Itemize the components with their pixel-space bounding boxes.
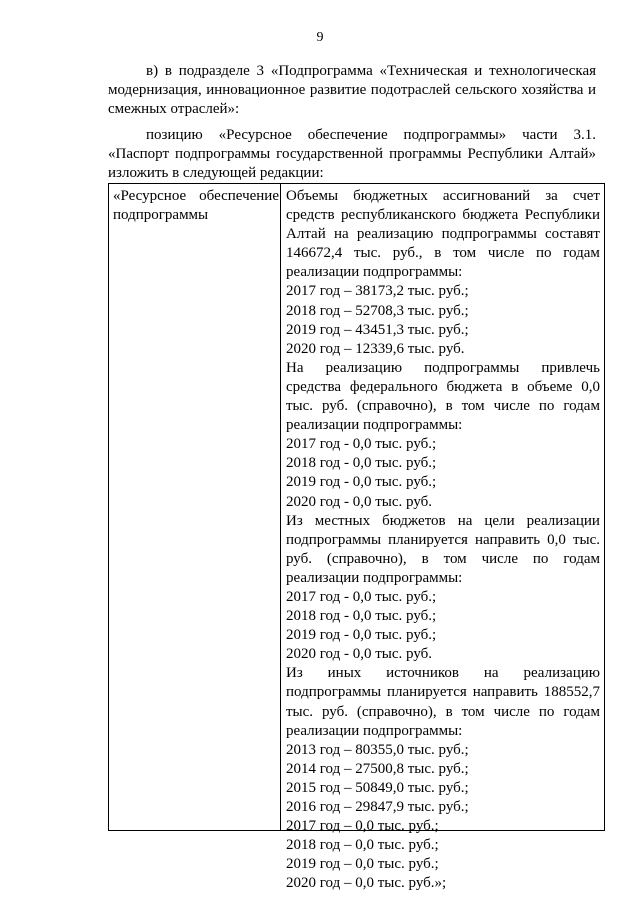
right-cell-line: 2018 год - 0,0 тыс. руб.; <box>286 455 437 472</box>
right-cell-word: по <box>536 245 552 262</box>
right-cell-word: тыс. <box>572 531 600 548</box>
right-cell-word: реализации <box>526 512 600 529</box>
right-cell-word: подпрограммы <box>286 531 382 548</box>
right-cell-word: направить <box>474 531 541 548</box>
right-cell-line: 2019 год – 0,0 тыс. руб.; <box>286 856 439 873</box>
right-cell-word: бюджета <box>446 378 503 395</box>
right-cell-word: в <box>421 550 429 567</box>
resource-table <box>108 183 605 892</box>
right-cell-word: по <box>532 550 549 567</box>
right-cell-word: источников <box>386 665 460 682</box>
right-cell-word: счет <box>572 188 600 204</box>
right-cell-word: в <box>434 245 442 262</box>
right-cell-word: числе <box>493 703 530 720</box>
right-cell-word: подпрограммы <box>441 226 537 243</box>
right-cell-word: том <box>461 398 485 415</box>
right-cell-word: числе <box>493 398 530 415</box>
right-cell-word: направить <box>472 684 538 701</box>
page-number: 9 <box>316 30 324 45</box>
right-cell-line <box>286 703 600 722</box>
right-cell-word: бюджетных <box>353 188 428 204</box>
right-cell-word: местных <box>314 512 371 529</box>
right-cell-word: годам <box>563 550 600 567</box>
right-cell-line <box>286 512 600 531</box>
right-cell-word: по <box>538 398 555 415</box>
right-cell-line: реализации подпрограммы: <box>286 264 463 281</box>
right-cell-line: 2018 год - 0,0 тыс. руб.; <box>286 608 437 625</box>
right-cell-word: На <box>286 359 304 376</box>
right-cell-line: 2017 год – 0,0 тыс. руб.; <box>286 818 439 835</box>
right-cell-line: 2019 год - 0,0 тыс. руб.; <box>286 627 437 644</box>
right-cell-line: 2020 год - 0,0 тыс. руб. <box>286 493 433 510</box>
right-cell-word: реализацию <box>325 359 403 376</box>
right-cell-word: иных <box>327 665 362 682</box>
right-cell-word: Алтай <box>286 226 326 243</box>
right-cell-word: 146672,4 <box>286 245 343 262</box>
right-cell-line: 2020 год – 0,0 тыс. руб.»; <box>286 875 447 892</box>
right-cell-line: 2020 год - 0,0 тыс. руб. <box>286 646 433 663</box>
right-cell-word: тыс. <box>353 245 382 262</box>
right-cell-line: 2020 год – 12339,6 тыс. руб. <box>286 340 465 357</box>
table-column-divider <box>280 184 281 830</box>
right-cell-line <box>286 550 600 569</box>
right-cell-word: годам <box>563 245 600 262</box>
right-cell-word: тыс. <box>286 398 314 415</box>
right-cell-word: составят <box>545 226 600 243</box>
right-cell-word: Из <box>286 665 303 682</box>
right-cell-word: реализацию <box>356 226 434 243</box>
right-cell-word: республиканского <box>340 207 456 224</box>
right-cell-word: средства <box>286 378 342 395</box>
right-cell-word: подпрограммы <box>286 684 382 701</box>
table-left-cell <box>113 187 279 225</box>
right-cell-word: средств <box>286 207 335 224</box>
right-cell-word: (справочно), <box>356 703 437 720</box>
right-cell-line <box>286 378 600 397</box>
right-cell-line: 2018 год – 0,0 тыс. руб.; <box>286 837 439 854</box>
left-cell-line: подпрограммы <box>113 207 209 223</box>
right-cell-line <box>286 244 600 263</box>
right-cell-word: по <box>538 703 555 720</box>
right-cell-line <box>286 664 600 683</box>
right-cell-word: числе <box>481 550 518 567</box>
right-cell-line: 2015 год – 50849,0 тыс. руб.; <box>286 779 469 796</box>
right-cell-word: годам <box>563 398 600 415</box>
right-cell-word: планируется <box>387 684 467 701</box>
right-cell-word: 0,0 <box>547 531 566 548</box>
table-right-cell <box>286 187 600 893</box>
right-cell-word: ассигнований <box>442 188 531 204</box>
left-cell-word: обеспечение <box>199 188 279 204</box>
right-cell-word: числе <box>487 245 525 262</box>
right-cell-word: на <box>457 512 473 529</box>
right-cell-word: руб., <box>392 245 423 262</box>
right-cell-line <box>286 683 600 702</box>
right-cell-word: том <box>453 245 477 262</box>
right-cell-word: на <box>333 226 349 243</box>
right-cell-word: 188552,7 <box>543 684 600 701</box>
right-cell-line <box>286 225 600 244</box>
right-cell-line <box>286 397 600 416</box>
right-cell-word: за <box>545 188 558 204</box>
right-cell-line: 2016 год – 29847,9 тыс. руб.; <box>286 799 469 815</box>
right-cell-line: 2017 год - 0,0 тыс. руб.; <box>286 588 437 605</box>
right-cell-word: (справочно), <box>326 550 407 567</box>
right-cell-word: в <box>445 398 453 415</box>
right-cell-line: 2017 год - 0,0 тыс. руб.; <box>286 436 437 453</box>
right-cell-word: реализацию <box>523 665 600 682</box>
right-cell-line: реализации подпрограммы: <box>286 417 463 434</box>
right-cell-word: федерального <box>349 378 438 395</box>
right-cell-word: руб. <box>321 398 348 415</box>
right-cell-word: (справочно), <box>356 398 437 415</box>
right-cell-line: реализации подпрограммы: <box>286 569 463 586</box>
right-cell-word: планируется <box>388 531 468 548</box>
right-cell-line: 2013 год – 80355,0 тыс. руб.; <box>286 741 469 758</box>
right-cell-word: бюджета <box>462 207 519 224</box>
right-cell-word: объеме <box>527 378 573 395</box>
right-cell-word: Из <box>286 512 303 529</box>
right-cell-word: годам <box>563 703 600 720</box>
right-cell-word: подпрограммы <box>424 359 520 376</box>
right-cell-word: руб. <box>321 703 348 720</box>
right-cell-line: 2019 год – 43451,3 тыс. руб.; <box>286 321 469 338</box>
right-cell-line: 2014 год – 27500,8 тыс. руб.; <box>286 760 469 777</box>
right-cell-line <box>286 187 600 206</box>
right-cell-word: руб. <box>286 550 312 567</box>
left-cell-word: «Ресурсное <box>113 188 187 204</box>
right-cell-line: 2018 год – 52708,3 тыс. руб.; <box>286 302 469 319</box>
intro-paragraph-1: в) в подразделе 3 «Подпрограмма «Техническая и технологическая модернизация, инновационное развитие подотраслей сельского хозяйства и смежных отраслей»: <box>108 63 596 117</box>
left-cell-line <box>113 187 279 206</box>
right-cell-word: тыс. <box>286 703 314 720</box>
right-cell-line <box>286 359 600 378</box>
right-cell-line <box>286 531 600 550</box>
right-cell-word: Объемы <box>286 188 339 204</box>
right-cell-line: 2017 год – 38173,2 тыс. руб.; <box>286 283 469 300</box>
right-cell-word: цели <box>484 512 515 529</box>
intro-paragraph-2: позицию «Ресурсное обеспечение подпрограммы» части 3.1. «Паспорт подпрограммы государственной программы Республики Алтай» изложить в следующей редакции: <box>108 127 596 181</box>
right-cell-word: привлечь <box>541 359 600 376</box>
right-cell-word: в <box>445 703 453 720</box>
right-cell-word: бюджетов <box>382 512 446 529</box>
right-cell-line: 2019 год - 0,0 тыс. руб.; <box>286 474 437 491</box>
right-cell-word: Республики <box>524 207 600 224</box>
right-cell-word: том <box>461 703 485 720</box>
right-cell-line: реализации подпрограммы: <box>286 722 463 739</box>
right-cell-word: 0,0 <box>581 378 600 395</box>
right-cell-line <box>286 206 600 225</box>
right-cell-word: том <box>443 550 467 567</box>
right-cell-word: в <box>511 378 519 395</box>
right-cell-word: на <box>483 665 499 682</box>
